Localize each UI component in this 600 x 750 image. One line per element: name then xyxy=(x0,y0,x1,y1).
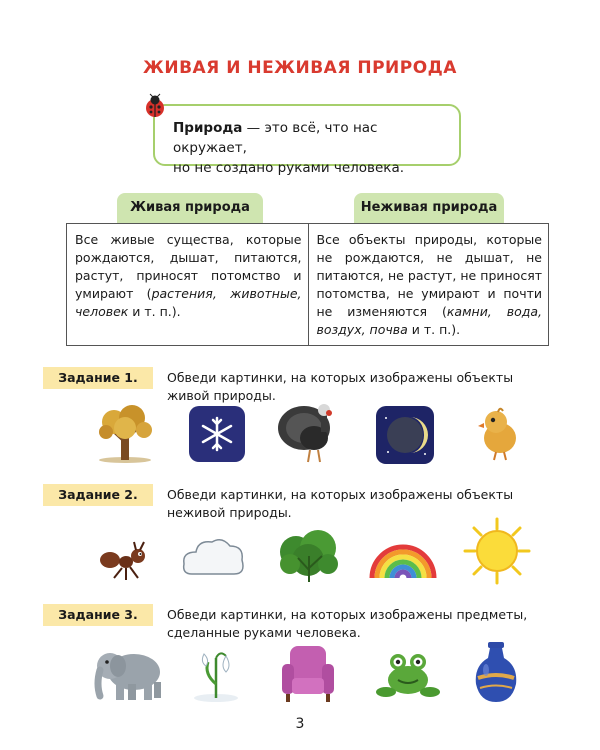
definition-line1: — это всё, что нас окружает, xyxy=(173,120,378,156)
page-title: ЖИВАЯ И НЕЖИВАЯ ПРИРОДА xyxy=(143,58,457,78)
living-nature-suffix: и т. п.). xyxy=(128,304,181,319)
nonliving-nature-header: Неживая природа xyxy=(354,193,504,223)
definition-line2: но не создано руками человека. xyxy=(173,160,405,176)
nature-table xyxy=(66,223,549,346)
task-3-text: Обведи картинки, на которых изображены предметы, сделанные руками человека. xyxy=(167,607,528,640)
definition-term: Природа xyxy=(173,120,243,136)
chick-icon[interactable] xyxy=(474,404,524,464)
armchair-icon[interactable] xyxy=(280,642,336,704)
task-1-text: Обведи картинки, на которых изображены объекты живой природы. xyxy=(167,370,514,403)
sun-icon[interactable] xyxy=(462,516,532,586)
living-nature-header: Живая природа xyxy=(117,193,263,223)
cloud-icon[interactable] xyxy=(180,534,248,584)
definition-box xyxy=(153,104,461,176)
living-nature-text: Все живые существа, которые рождаются, дышат, питаются, растут, приносят потомство и умирают ( xyxy=(75,232,302,301)
living-nature-examples: растения, животные, человек xyxy=(75,286,302,319)
nonliving-nature-examples: камни, вода, воздух, почва xyxy=(316,304,542,337)
nonliving-nature-text: Все объекты природы, которые не рождаются, не дышат, не питаются, не растут, не приносят потомства, не умирают и почти не изменяются ( xyxy=(316,232,542,319)
task-1-label: Задание 1. xyxy=(43,367,153,389)
elephant-icon[interactable] xyxy=(92,644,168,704)
ladybug-icon xyxy=(140,93,170,119)
ant-icon[interactable] xyxy=(96,540,152,582)
task-2-label: Задание 2. xyxy=(43,484,153,506)
page-number: 3 xyxy=(295,716,305,732)
rainbow-icon[interactable] xyxy=(368,530,438,580)
moon-icon[interactable] xyxy=(376,406,434,464)
tree-icon[interactable] xyxy=(92,402,158,464)
nonliving-nature-cell xyxy=(308,224,549,345)
frog-icon[interactable] xyxy=(376,650,440,700)
snowdrop-icon[interactable] xyxy=(190,644,242,702)
task-3-label: Задание 3. xyxy=(43,604,153,626)
task-2-text: Обведи картинки, на которых изображены объекты неживой природы. xyxy=(167,487,514,520)
vase-icon[interactable] xyxy=(472,638,520,706)
bush-icon[interactable] xyxy=(276,526,342,584)
turkey-icon[interactable] xyxy=(274,400,344,466)
nonliving-nature-suffix: и т. п.). xyxy=(407,322,461,337)
snowflake-icon[interactable] xyxy=(189,406,245,462)
living-nature-cell xyxy=(67,224,308,345)
